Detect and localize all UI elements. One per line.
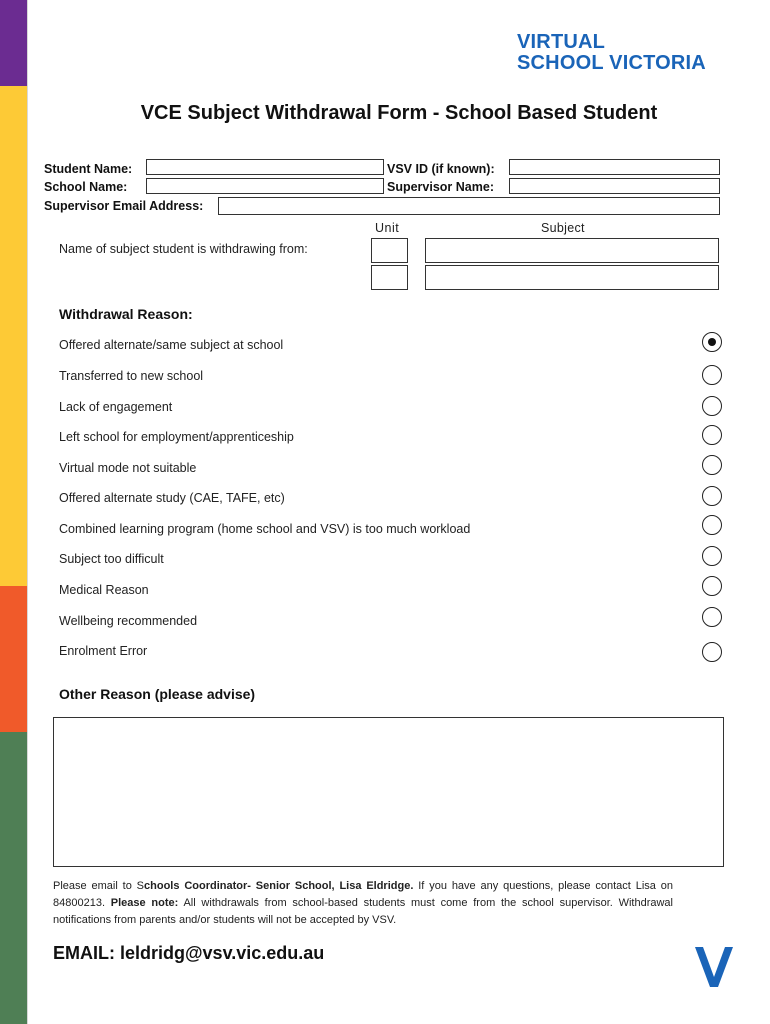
withdrawal-heading: Withdrawal Reason:: [59, 306, 193, 322]
reason-radio-offered-alternate[interactable]: [702, 332, 722, 352]
v-logo-icon: [694, 945, 734, 989]
logo-line-1: VIRTUAL: [517, 31, 606, 53]
reason-radio-medical[interactable]: [702, 576, 722, 596]
reason-label: Virtual mode not suitable: [59, 461, 197, 475]
unit-header: Unit: [375, 221, 400, 235]
reason-label: Lack of engagement: [59, 400, 173, 414]
stripe-green: [0, 732, 27, 1024]
school-name-field[interactable]: [146, 178, 384, 194]
vsv-id-field[interactable]: [509, 159, 720, 175]
stripe-purple: [0, 0, 27, 86]
reason-label: Transferred to new school: [59, 369, 204, 383]
reason-label: Offered alternate study (CAE, TAFE, etc): [59, 491, 285, 505]
other-reason-textarea[interactable]: [53, 717, 724, 867]
stripe-yellow: [0, 86, 27, 586]
reason-radio-lack-engagement[interactable]: [702, 396, 722, 416]
logo-line-2: SCHOOL VICTORIA: [517, 52, 706, 74]
subject-field-2[interactable]: [425, 265, 719, 290]
stripe-orange: [0, 586, 27, 732]
reason-label: Wellbeing recommended: [59, 614, 198, 628]
unit-field-1[interactable]: [371, 238, 408, 263]
reason-radio-workload[interactable]: [702, 515, 722, 535]
reason-radio-alternate-study[interactable]: [702, 486, 722, 506]
reason-radio-too-difficult[interactable]: [702, 546, 722, 566]
vsv-id-label: VSV ID (if known):: [387, 162, 495, 176]
subject-field-1[interactable]: [425, 238, 719, 263]
reason-label: Combined learning program (home school and VSV) is too much workload: [59, 522, 471, 536]
supervisor-name-label: Supervisor Name:: [387, 180, 494, 194]
reason-label: Enrolment Error: [59, 644, 148, 658]
reason-radio-transferred[interactable]: [702, 365, 722, 385]
reason-radio-enrolment-error[interactable]: [702, 642, 722, 662]
reason-label: Medical Reason: [59, 583, 149, 597]
student-name-field[interactable]: [146, 159, 384, 175]
vsv-logo: [517, 32, 706, 74]
school-name-label: School Name:: [44, 180, 128, 194]
contact-email: EMAIL: leldridg@vsv.vic.edu.au: [53, 943, 325, 963]
subject-row-label: Name of subject student is withdrawing from:: [59, 242, 308, 256]
page-title: VCE Subject Withdrawal Form - School Based Student: [140, 102, 658, 124]
reason-radio-employment[interactable]: [702, 425, 722, 445]
unit-field-2[interactable]: [371, 265, 408, 290]
student-name-label: Student Name:: [44, 162, 133, 176]
supervisor-name-field[interactable]: [509, 178, 720, 194]
reason-radio-wellbeing[interactable]: [702, 607, 722, 627]
subject-header: Subject: [541, 221, 585, 235]
reason-label: Left school for employment/apprenticeship: [59, 430, 294, 444]
reason-radio-virtual-mode[interactable]: [702, 455, 722, 475]
reason-label: Subject too difficult: [59, 552, 164, 566]
page-edge: [27, 0, 28, 1024]
reason-label: Offered alternate/same subject at school: [59, 338, 284, 352]
supervisor-email-field[interactable]: [218, 197, 720, 215]
instructions-note: Please email to Schools Coordinator- Senior School, Lisa Eldridge. If you have any questions, please contact Lisa on 84800213. Please note: All withdrawals from school-based students must come from the school supervisor. Withdrawal notifications from parents and/or students will not be accepted by VSV.: [53, 880, 673, 926]
supervisor-email-label: Supervisor Email Address:: [44, 199, 204, 213]
other-reason-heading: Other Reason (please advise): [59, 686, 256, 702]
